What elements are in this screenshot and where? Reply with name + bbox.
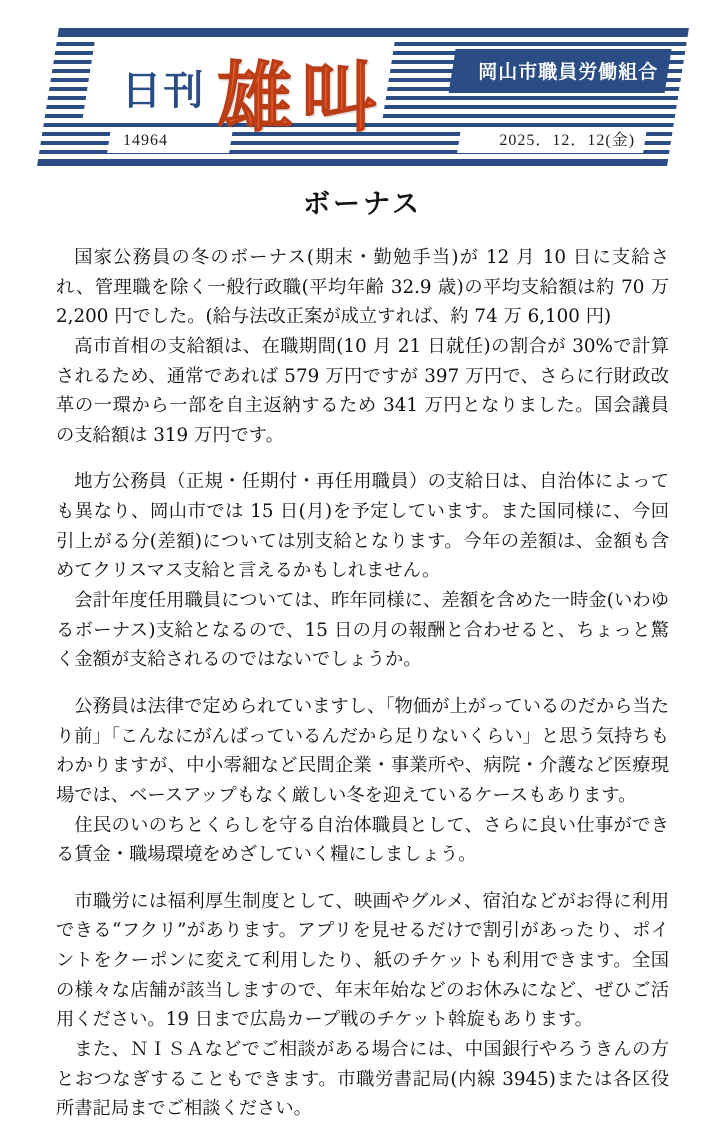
paragraph-spacer xyxy=(56,450,669,467)
paragraph-spacer xyxy=(56,675,669,692)
masthead-organization: 岡山市職員労働組合 xyxy=(478,62,659,83)
masthead xyxy=(0,0,725,178)
masthead-title-prefix: 日刊 xyxy=(121,67,206,114)
masthead-issue-date: 2025．12．12(金) xyxy=(499,132,636,149)
article-paragraph: 市職労には福利厚生制度として、映画やグルメ、宿泊などがお得に利用できる“フクリ”があります。アプリを見せるだけで割引があったり、ポイントをクーポンに変えて利用したり、紙のチケットも利用できます。全国の様々な店舗が該当しますので、年末年始などのお休みになど、ぜひご活用ください。19 日まで広島カープ戦のチケット斡旋もあります。 xyxy=(56,890,669,1031)
masthead-issue-number: 14964 xyxy=(123,132,169,149)
masthead-title-main: 雄叫 xyxy=(216,53,385,142)
article-paragraph: 国家公務員の冬のボーナス(期末・勤勉手当)が 12 月 10 日に支給され、管理職を除く一般行政職(平均年齢 32.9 歳)の平均支給額は約 70 万 2,200 円でした。(給与法改正案が成立すれば、約 74 万 6,100 円) xyxy=(56,247,669,328)
article-paragraph: 高市首相の支給額は、在職期間(10 月 21 日就任)の割合が 30%で計算されるため、通常であれば 579 万円ですが 397 万円で、さらに行財政改革の一環から一部を自主返納するため 341 万円となりました。国会議員の支給額は 319 万円です。 xyxy=(56,335,669,446)
masthead-banner xyxy=(37,28,689,166)
masthead-banner-stripes xyxy=(38,33,688,161)
article-paragraph: 会計年度任用職員については、昨年同様に、差額を含めた一時金(いわゆるボーナス)支給となるので、15 日の月の報酬と合わせると、ちょっと驚く金額が支給されるのではないでしょうか。 xyxy=(56,590,669,671)
page-title: ボーナス xyxy=(303,189,422,220)
article-paragraph: 地方公務員（正規・任期付・再任用職員）の支給日は、自治体によっても異なり、岡山市では 15 日(月)を予定しています。また国同様に、今回引上がる分(差額)については別支給となります。今年の差額は、金額も含めてクリスマス支給と言えるかもしれません。 xyxy=(56,471,669,582)
article xyxy=(0,178,725,1124)
article-paragraph: 公務員は法律で定められていますし、「物価が上がっているのだから当たり前」「こんなにがんばっているんだから足りないくらい」と思う気持ちもわかりますが、中小零細など民間企業・事業所や、病院・介護など医療現場では、ベースアップもなく厳しい冬を迎えているケースもあります。 xyxy=(56,695,669,806)
article-body xyxy=(56,243,669,1124)
article-paragraph: また、ＮＩＳＡなどでご相談がある場合には、中国銀行やろうきんの方とおつなぎすることもできます。市職労書記局(内線 3945)または各区役所書記局までご相談ください。 xyxy=(56,1039,669,1120)
article-paragraph: 住民のいのちとくらしを守る自治体職員として、さらに良い仕事ができる賃金・職場環境をめざしていく糧にしましょう。 xyxy=(56,814,669,866)
paragraph-spacer xyxy=(56,870,669,887)
